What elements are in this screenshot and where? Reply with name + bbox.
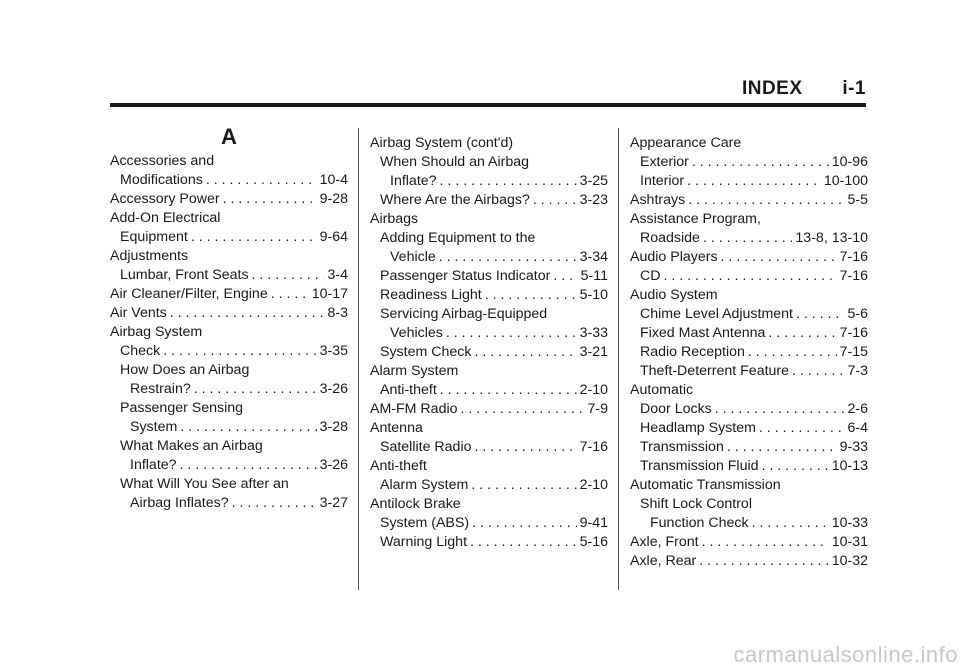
entry-text: Anti-theft xyxy=(370,458,427,474)
entry-text: Antilock Brake xyxy=(370,496,461,512)
entry-page: 6-4 xyxy=(847,420,868,436)
dot-leader xyxy=(702,533,829,552)
dot-leader xyxy=(440,172,577,191)
entry-page: 5-10 xyxy=(579,287,608,303)
entry-text: Inflate? xyxy=(390,173,437,189)
entry-text: Alarm System xyxy=(370,363,459,379)
entry-text: Shift Lock Control xyxy=(640,496,752,512)
dot-leader xyxy=(439,248,577,267)
dot-leader xyxy=(271,285,309,304)
index-entry xyxy=(110,456,348,475)
index-entry xyxy=(110,494,348,513)
index-entry xyxy=(370,438,608,457)
dot-leader xyxy=(440,381,577,400)
entry-text: Accessory Power xyxy=(110,191,220,207)
entry-text: Airbag Inflates? xyxy=(130,495,229,511)
index-column-3 xyxy=(630,134,868,571)
entry-page: 3-33 xyxy=(579,325,608,341)
dot-leader xyxy=(471,476,576,495)
index-entry xyxy=(630,552,868,571)
entry-text: Equipment xyxy=(120,229,188,245)
entry-page: 13-8, 13-10 xyxy=(795,230,868,246)
index-entry xyxy=(370,381,608,400)
dot-leader xyxy=(715,400,845,419)
entry-text: Servicing Airbag-Equipped xyxy=(380,306,548,322)
entry-text: Automatic Transmission xyxy=(630,477,781,493)
dot-leader xyxy=(768,324,836,343)
entry-page: 3-23 xyxy=(579,192,608,208)
entry-text: Chime Level Adjustment xyxy=(640,306,793,322)
entry-text: Appearance Care xyxy=(630,135,742,151)
entry-text: Modifications xyxy=(120,172,203,188)
index-entry xyxy=(370,400,608,419)
entry-page: 5-11 xyxy=(580,268,608,284)
dot-leader xyxy=(692,153,829,172)
dot-leader xyxy=(752,514,829,533)
index-entry xyxy=(630,153,868,172)
index-entry xyxy=(110,380,348,399)
entry-page: 9-28 xyxy=(319,191,348,207)
entry-text: Adjustments xyxy=(110,248,189,264)
entry-page: 10-17 xyxy=(311,286,348,302)
entry-text: Where Are the Airbags? xyxy=(380,192,530,208)
entry-page: 3-26 xyxy=(319,381,348,397)
entry-text: What Will You See after an xyxy=(120,476,289,492)
column-divider xyxy=(618,128,619,590)
index-entry xyxy=(630,248,868,267)
entry-text: What Makes an Airbag xyxy=(120,438,263,454)
dot-leader xyxy=(687,172,821,191)
entry-page: 9-33 xyxy=(839,439,868,455)
index-entry xyxy=(110,285,348,304)
index-entry xyxy=(110,361,348,380)
index-entry xyxy=(110,475,348,494)
index-entry xyxy=(110,266,348,285)
dot-leader xyxy=(485,286,577,305)
entry-page: 10-100 xyxy=(823,173,868,189)
entry-text: Anti-theft xyxy=(380,382,437,398)
entry-text: Accessories and xyxy=(110,153,215,169)
entry-text: Automatic xyxy=(630,382,694,398)
index-entry xyxy=(110,228,348,247)
index-entry xyxy=(370,514,608,533)
index-entry xyxy=(370,248,608,267)
index-entry xyxy=(110,323,348,342)
entry-text: Passenger Sensing xyxy=(120,400,244,416)
entry-page: 3-28 xyxy=(319,419,348,435)
dot-leader xyxy=(472,514,577,533)
entry-text: Ashtrays xyxy=(630,192,686,208)
dot-leader xyxy=(446,324,577,343)
dot-leader xyxy=(461,400,585,419)
entry-text: Interior xyxy=(640,173,685,189)
index-entry xyxy=(110,190,348,209)
index-entry xyxy=(370,172,608,191)
dot-leader xyxy=(688,191,844,210)
dot-leader xyxy=(194,380,317,399)
index-entry xyxy=(630,362,868,381)
entry-page: 3-4 xyxy=(327,267,348,283)
index-entry xyxy=(630,229,868,248)
index-entry xyxy=(370,476,608,495)
index-entry xyxy=(110,247,348,266)
entry-text: How Does an Airbag xyxy=(120,362,250,378)
entry-page: 2-6 xyxy=(847,401,868,417)
entry-text: Axle, Front xyxy=(630,534,699,550)
index-entry xyxy=(630,267,868,286)
dot-leader xyxy=(699,552,828,571)
entry-page: 7-16 xyxy=(839,325,868,341)
entry-text: When Should an Airbag xyxy=(380,154,530,170)
entry-text: Theft-Deterrent Feature xyxy=(640,363,790,379)
dot-leader xyxy=(796,305,844,324)
index-entry xyxy=(370,457,608,476)
entry-page: 3-26 xyxy=(319,457,348,473)
entry-page: 10-4 xyxy=(319,172,348,188)
dot-leader xyxy=(533,191,577,210)
entry-text: Restrain? xyxy=(130,381,191,397)
entry-text: Fixed Mast Antenna xyxy=(640,325,766,341)
entry-text: Door Locks xyxy=(640,401,712,417)
index-entry xyxy=(370,324,608,343)
entry-page: 5-16 xyxy=(579,534,608,550)
entry-page: 7-15 xyxy=(839,344,868,360)
index-entry xyxy=(630,343,868,362)
entry-text: Add-On Electrical xyxy=(110,210,221,226)
entry-text: Air Cleaner/Filter, Engine xyxy=(110,286,268,302)
entry-page: 2-10 xyxy=(579,477,608,493)
entry-text: Check xyxy=(120,343,161,359)
dot-leader xyxy=(664,267,837,286)
entry-text: System Check xyxy=(380,344,472,360)
entry-text: Audio System xyxy=(630,287,718,303)
dot-leader xyxy=(163,342,316,361)
column-divider xyxy=(358,128,359,590)
dot-leader xyxy=(475,438,577,457)
entry-page: 3-27 xyxy=(319,495,348,511)
index-entry xyxy=(630,533,868,552)
entry-page: 9-64 xyxy=(319,229,348,245)
dot-leader xyxy=(180,418,316,437)
index-entry xyxy=(630,438,868,457)
index-entry xyxy=(630,134,868,153)
index-entry xyxy=(630,476,868,495)
index-entry xyxy=(370,286,608,305)
entry-page: 7-3 xyxy=(847,363,868,379)
index-entry xyxy=(630,419,868,438)
index-entry xyxy=(370,134,608,153)
entry-text: CD xyxy=(640,268,661,284)
dot-leader xyxy=(232,494,317,513)
index-entry xyxy=(370,191,608,210)
entry-text: Antenna xyxy=(370,420,423,436)
entry-page: 7-16 xyxy=(579,439,608,455)
dot-leader xyxy=(759,419,845,438)
index-entry xyxy=(630,381,868,400)
entry-text: Assistance Program, xyxy=(630,211,761,227)
index-entry xyxy=(110,171,348,190)
entry-text: Transmission xyxy=(640,439,724,455)
entry-page: 3-35 xyxy=(319,343,348,359)
dot-leader xyxy=(727,438,837,457)
entry-text: Airbags xyxy=(370,211,419,227)
entry-page: 5-5 xyxy=(847,192,868,208)
entry-page: 3-25 xyxy=(579,173,608,189)
entry-page: 3-21 xyxy=(579,344,608,360)
entry-text: AM-FM Radio xyxy=(370,401,458,417)
section-letter: A xyxy=(221,124,237,149)
dot-leader xyxy=(721,248,837,267)
index-entry xyxy=(370,495,608,514)
index-title: INDEX xyxy=(741,78,803,99)
dot-leader xyxy=(470,533,577,552)
dot-leader xyxy=(170,304,325,323)
entry-page: 10-96 xyxy=(831,154,868,170)
index-entry xyxy=(630,400,868,419)
index-entry xyxy=(110,437,348,456)
index-entry xyxy=(110,399,348,418)
entry-text: Radio Reception xyxy=(640,344,745,360)
index-entry xyxy=(370,419,608,438)
header-rule xyxy=(110,103,866,107)
entry-page: 7-9 xyxy=(587,401,608,417)
entry-page: 7-16 xyxy=(839,249,868,265)
dot-leader xyxy=(180,456,317,475)
page-header xyxy=(742,78,866,100)
index-entry xyxy=(370,305,608,324)
entry-page: 7-16 xyxy=(839,268,868,284)
index-entry xyxy=(110,209,348,228)
page-number: i-1 xyxy=(842,78,866,99)
entry-text: Headlamp System xyxy=(640,420,756,436)
entry-text: System xyxy=(130,419,178,435)
index-entry xyxy=(110,152,348,171)
entry-text: Satellite Radio xyxy=(380,439,472,455)
entry-text: Inflate? xyxy=(130,457,177,473)
dot-leader xyxy=(703,229,792,248)
entry-page: 10-31 xyxy=(831,534,868,550)
entry-page: 10-33 xyxy=(831,515,868,531)
index-entry xyxy=(630,286,868,305)
index-entry xyxy=(370,362,608,381)
entry-text: Lumbar, Front Seats xyxy=(120,267,249,283)
index-entry xyxy=(370,153,608,172)
index-entry xyxy=(630,191,868,210)
index-entry xyxy=(630,457,868,476)
index-entry xyxy=(370,229,608,248)
entry-page: 10-13 xyxy=(831,458,868,474)
entry-text: Exterior xyxy=(640,154,689,170)
entry-text: Roadside xyxy=(640,230,700,246)
dot-leader xyxy=(191,228,317,247)
dot-leader xyxy=(206,171,317,190)
index-entry xyxy=(110,304,348,323)
dot-leader xyxy=(748,343,837,362)
index-entry xyxy=(370,533,608,552)
index-column-1 xyxy=(110,122,348,513)
entry-text: System (ABS) xyxy=(380,515,470,531)
index-entry xyxy=(110,342,348,361)
entry-page: 3-34 xyxy=(579,249,608,265)
index-entry xyxy=(630,172,868,191)
dot-leader xyxy=(474,343,576,362)
index-entry xyxy=(110,418,348,437)
entry-text: Readiness Light xyxy=(380,287,482,303)
dot-leader xyxy=(762,457,829,476)
index-entry xyxy=(630,514,868,533)
index-entry xyxy=(370,343,608,362)
entry-page: 9-41 xyxy=(579,515,608,531)
entry-text: Function Check xyxy=(650,515,749,531)
entry-page: 5-6 xyxy=(847,306,868,322)
entry-text: Axle, Rear xyxy=(630,553,697,569)
entry-text: Air Vents xyxy=(110,305,167,321)
entry-page: 10-32 xyxy=(831,553,868,569)
index-entry xyxy=(630,210,868,229)
entry-text: Adding Equipment to the xyxy=(380,230,536,246)
index-entry xyxy=(370,210,608,229)
index-column-2 xyxy=(370,134,608,552)
index-entry xyxy=(630,495,868,514)
entry-text: Alarm System xyxy=(380,477,469,493)
entry-text: Audio Players xyxy=(630,249,718,265)
entry-text: Warning Light xyxy=(380,534,468,550)
watermark: carmanualsonline.info xyxy=(733,642,958,667)
entry-page: 2-10 xyxy=(579,382,608,398)
index-entry xyxy=(370,267,608,286)
dot-leader xyxy=(252,266,325,285)
dot-leader xyxy=(223,190,317,209)
entry-text: Airbag System (cont'd) xyxy=(370,135,514,151)
entry-text: Airbag System xyxy=(110,324,203,340)
entry-text: Transmission Fluid xyxy=(640,458,759,474)
dot-leader xyxy=(792,362,844,381)
dot-leader xyxy=(553,267,577,286)
entry-text: Passenger Status Indicator xyxy=(380,268,551,284)
index-entry xyxy=(630,305,868,324)
entry-text: Vehicles xyxy=(390,325,443,341)
index-entry xyxy=(630,324,868,343)
entry-page: 8-3 xyxy=(327,305,348,321)
entry-text: Vehicle xyxy=(390,249,436,265)
